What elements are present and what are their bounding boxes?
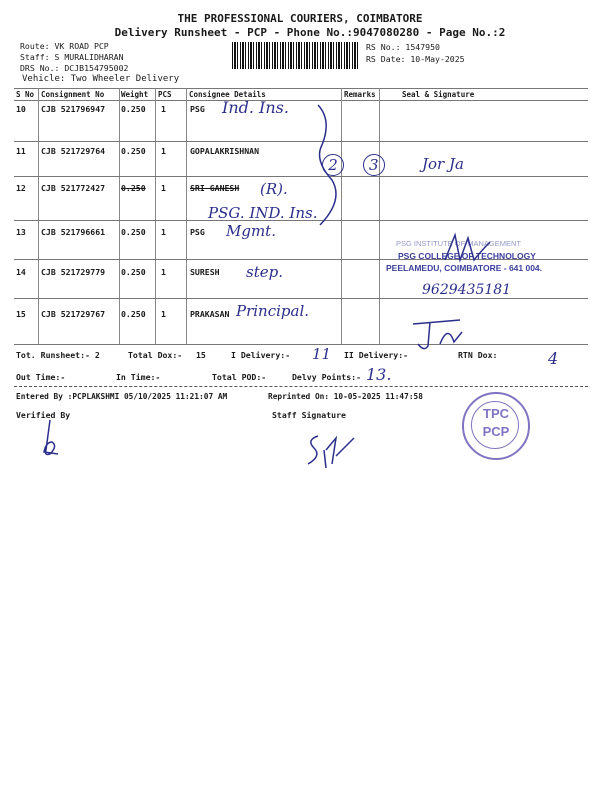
reprinted-on: Reprinted On: 10-05-2025 11:47:58 (268, 392, 423, 401)
tot-runsheet: Tot. Runsheet:- 2 (16, 350, 100, 360)
handwritten-rtn-value: 4 (548, 349, 559, 368)
table-row-consignment: CJB 521729764 (41, 146, 106, 156)
table-row-pcs: 1 (161, 183, 166, 193)
table-row-pcs: 1 (161, 227, 166, 237)
col-header-weight: Weight (121, 90, 149, 99)
table-row-sno: 10 (16, 104, 26, 114)
table-row-consignee: PSG (190, 104, 205, 114)
handwritten-delvy-value: 13. (366, 365, 392, 384)
table-row-consignee: PRAKASAN (190, 309, 230, 319)
handwritten-note-row13: Mgmt. (226, 222, 276, 240)
rs-date: RS Date: 10-May-2025 (366, 54, 465, 64)
tpc-stamp-bottom: PCP (482, 424, 510, 439)
table-row-weight: 0.250 (121, 227, 146, 237)
route-label: Route: VK ROAD PCP (20, 41, 109, 51)
table-row-pcs: 1 (161, 104, 166, 114)
institute-signature (440, 230, 500, 270)
table-row-pcs: 1 (161, 309, 166, 319)
institute-stamp-line2: PSG COLLEGE OF TECHNOLOGY (398, 251, 536, 261)
verifier-signature (36, 416, 76, 460)
table-row-weight: 0.250 (121, 267, 146, 277)
barcode (232, 42, 358, 69)
table-row-weight: 0.250 (121, 183, 146, 193)
total-dox-value: 15 (196, 350, 206, 360)
rtn-dox-label: RTN Dox: (458, 350, 498, 360)
vehicle-label: Vehicle: Two Wheeler Delivery (22, 74, 180, 84)
table-row-weight: 0.250 (121, 146, 146, 156)
table-row-consignment: CJB 521772427 (41, 183, 106, 193)
table-row-consignment: CJB 521796661 (41, 227, 106, 237)
handwritten-signature-row11: Jor Ja (422, 155, 464, 173)
handwritten-note-row12a: (R). (260, 180, 288, 198)
out-time-label: Out Time:- (16, 372, 66, 382)
table-row-consignee: SRI GANESH (190, 183, 240, 193)
drs-number: DRS No.: DCJB154795002 (20, 63, 129, 73)
table-row-consignee: PSG (190, 227, 205, 237)
institute-stamp-line1: PSG INSTITUTE OF MANAGEMENT (396, 239, 522, 248)
handwritten-phone: 9629435181 (422, 282, 512, 298)
entered-by: Entered By :PCPLAKSHMI 05/10/2025 11:21:07 AM (16, 392, 228, 401)
receiver-signature (410, 314, 470, 354)
col-header-remarks: Remarks (344, 90, 376, 99)
table-row-pcs: 1 (161, 146, 166, 156)
tpc-round-stamp (462, 392, 530, 460)
institute-stamp-line3: PEELAMEDU, COIMBATORE - 641 004. (386, 263, 543, 273)
col-header-consignment: Consignment No (41, 90, 105, 99)
handwritten-note-row10: Ind. Ins. (222, 98, 289, 117)
handwritten-note-row14: step. (246, 263, 283, 281)
ii-delivery-label: II Delivery:- (344, 350, 409, 360)
company-name: THE PROFESSIONAL COURIERS, COIMBATORE (177, 12, 423, 25)
handwritten-note-row12b: PSG. IND. Ins. (208, 204, 318, 222)
table-row-sno: 11 (16, 146, 26, 156)
dashed-divider (14, 386, 588, 387)
table-row-weight: 0.250 (121, 309, 146, 319)
col-header-sno: S No (16, 90, 35, 99)
table-row-pcs: 1 (161, 267, 166, 277)
runsheet-title: Delivery Runsheet - PCP - Phone No.:9047080280 - Page No.:2 (114, 26, 506, 39)
table-row-consignment: CJB 521796947 (41, 104, 106, 114)
table-row-consignment: CJB 521729767 (41, 309, 106, 319)
handwritten-bracket (310, 100, 360, 230)
total-dox-label: Total Dox:- (128, 350, 183, 360)
rs-number: RS No.: 1547950 (366, 42, 440, 52)
staff-signature (296, 428, 366, 480)
col-header-pcs: PCS (158, 90, 172, 99)
col-header-seal: Seal & Signature (402, 90, 475, 99)
table-row-sno: 14 (16, 267, 26, 277)
in-time-label: In Time:- (116, 372, 161, 382)
tpc-stamp-top: TPC (483, 406, 509, 421)
total-pod-label: Total POD:- (212, 372, 267, 382)
encircled-two: 2 (322, 154, 344, 176)
col-header-consignee: Consignee Details (189, 90, 266, 99)
table-row-sno: 12 (16, 183, 26, 193)
handwritten-note-row15: Principal. (236, 302, 310, 320)
table-top-border (14, 88, 588, 89)
i-delivery-label: I Delivery:- (231, 350, 291, 360)
table-header-border (14, 100, 588, 101)
table-row-sno: 15 (16, 309, 26, 319)
verified-by-label: Verified By (16, 410, 71, 420)
table-row-consignment: CJB 521729779 (41, 267, 106, 277)
table-row-sno: 13 (16, 227, 26, 237)
handwritten-i-delivery-value: 11 (312, 345, 332, 363)
delvy-points-label: Delvy Points:- (292, 372, 362, 382)
table-row-weight: 0.250 (121, 104, 146, 114)
staff-label: Staff: S MURALIDHARAN (20, 52, 124, 62)
table-row-consignee: GOPALAKRISHNAN (190, 146, 260, 156)
staff-signature-label: Staff Signature (272, 410, 346, 420)
encircled-three: 3 (363, 154, 385, 176)
table-row-consignee: SURESH (190, 267, 220, 277)
